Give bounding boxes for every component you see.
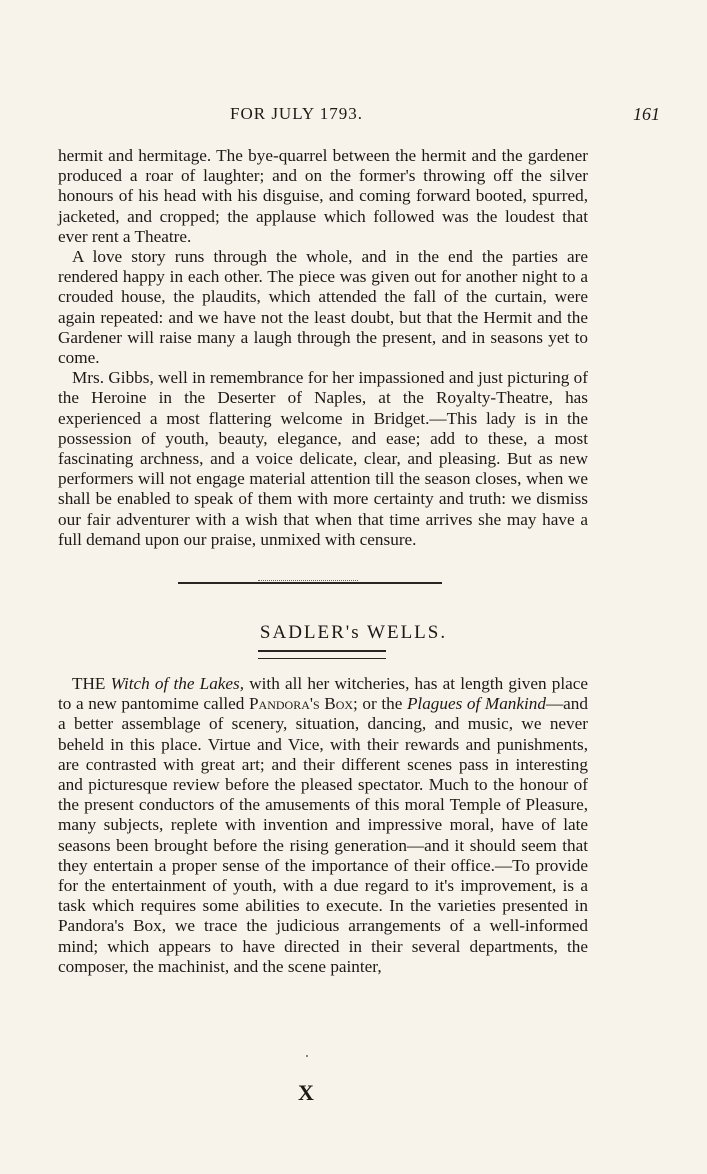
section-heading: SADLER's WELLS.: [259, 622, 448, 643]
text-run-italic: Witch of the Lakes,: [110, 674, 245, 693]
text-run: THE: [72, 674, 111, 693]
text-run: —and a better assemblage of scenery, situation, dancing, and music, we never beheld in this place. Virtue and Vice, with their rewards and punishments, are contrasted with great art; and their different scenes pass in interesting and picturesque review before the pleased spectator. Much to the honour of the present conductors of the amusements of this moral Temple of Pleasure, many subjects, replete with invention and impressive moral, have of late seasons been brought before the rising generation—and it should seem that they entertain a proper sense of the importance of their office.—To provide for the entertainment of youth, with a due regard to it's improvement, is a task which requires some abilities to execute. In the varieties presented in Pandora's Box, we trace the judicious arrangements of a well-informed mind; which appears to have directed in their several departments, the composer, the machinist, and the scene painter,: [58, 694, 588, 976]
running-header: [60, 104, 660, 134]
running-title: FOR JULY 1793.: [230, 104, 364, 123]
heading-underline: [258, 650, 386, 659]
section-two-body: [58, 674, 588, 977]
signature-mark: X: [298, 1080, 314, 1105]
ink-speck: [306, 1055, 308, 1057]
section-divider: [178, 580, 442, 586]
paragraph: A love story runs through the whole, and in the end the parties are rendered happy in each other. The piece was given out for another night to a crouded house, the plaudits, which attended the fall of the curtain, were again repeated: and we have not the least doubt, but that the Hermit and the Gardener will raise many a laugh through the present, and in seasons yet to come.: [58, 247, 588, 368]
section-one-body: [58, 146, 588, 550]
text-run: ; or the: [353, 694, 407, 714]
divider-line: [178, 582, 442, 584]
text-run: with all her witcheries, has at length given place to a new pantomime called: [58, 674, 588, 714]
text-run-italic: Plagues of Mankind: [406, 694, 546, 714]
paragraph: [58, 674, 588, 977]
page-number: 161: [633, 104, 660, 124]
text-run-smallcaps: Pandora's Box: [248, 694, 354, 714]
paragraph: Mrs. Gibbs, well in remembrance for her impassioned and just picturing of the Heroine in the Deserter of Naples, at the Royalty-Theatre, has experienced a most flattering welcome in Bridget.—This lady is in the possession of youth, beauty, elegance, and ease; add to these, a most fascinating archness, and a voice delicate, clear, and pleasing. But as new performers will not engage material attention till the season closes, when we shall be enabled to speak of them with more certainty and truth: we dismiss our fair adventurer with a wish that when that time arrives she may have a full demand upon our praise, unmixed with censure.: [58, 368, 588, 549]
paragraph: hermit and hermitage. The bye-quarrel between the hermit and the gardener produced a roar of laughter; and on the former's throwing off the silver honours of his head with his disguise, and coming forward booted, spurred, jacketed, and cropped; the applause which followed was the loudest that ever rent a Theatre.: [58, 146, 588, 246]
